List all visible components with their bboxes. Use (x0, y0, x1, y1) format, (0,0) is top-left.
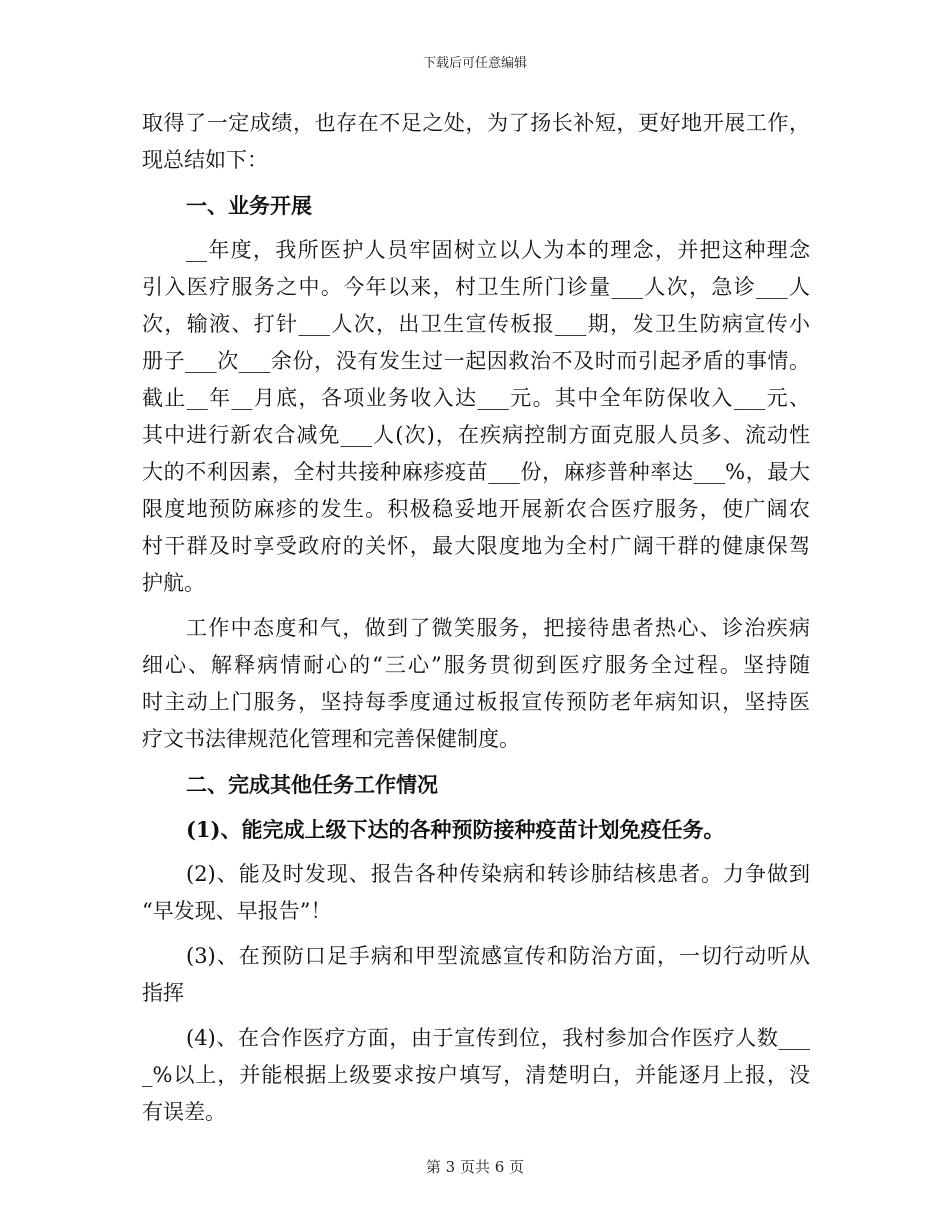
text-line: 工作中态度和气，做到了微笑服务，把接待患者热心、诊治疾病 (186, 616, 810, 640)
section-heading-1 (142, 187, 810, 224)
text-line: 其中进行新农合减免___人(次)，在疾病控制方面克服人员多、流动性 (142, 423, 810, 447)
page-header: 下载后可任意编辑 (422, 56, 527, 71)
text-line: 册子___次___余份，没有发生过一起因救治不及时而引起矛盾的事情。 (142, 349, 810, 373)
text-line: __年度，我所医护人员牢固树立以人为本的理念，并把这种理念 (186, 238, 810, 262)
text-line: 现总结如下： (142, 148, 268, 172)
text-line: 村干群及时享受政府的关怀，最大限度地为全村广阔干群的健康保驾 (142, 534, 810, 558)
text-line: 引入医疗服务之中。今年以来，村卫生所门诊量___人次，急诊___人 (142, 275, 810, 299)
document-body (142, 105, 810, 1131)
heading-text: 二、完成其他任务工作情况 (186, 772, 438, 797)
text-line: 次，输液、打针___人次，出卫生宣传板报___期，发卫生防病宣传小 (142, 312, 810, 336)
text-line: _%以上，并能根据上级要求按户填写，清楚明白，并能逐月上报，没 (142, 1063, 810, 1087)
text-line: 指挥 (142, 981, 184, 1005)
text-line: (1)、能完成上级下达的各种预防接种疫苗计划免疫任务。 (186, 817, 725, 842)
text-line: “早发现、早报告”！ (142, 899, 332, 923)
text-line: 疗文书法律规范化管理和完善保健制度。 (142, 727, 520, 751)
paragraph-intro (142, 105, 810, 179)
paragraph-attitude (142, 610, 810, 758)
list-item-3 (142, 938, 810, 1012)
text-line: 大的不利因素，全村共接种麻疹疫苗___份，麻疹普种率达___%，最大 (142, 460, 810, 484)
text-line: (3)、在预防口足手病和甲型流感宣传和防治方面，一切行动听从 (186, 944, 810, 968)
list-item-2 (142, 856, 810, 930)
paragraph-business (142, 232, 810, 602)
page-footer: 第 3 页共 6 页 (425, 1158, 525, 1176)
list-item-4 (142, 1020, 810, 1131)
heading-text: 一、业务开展 (186, 193, 312, 218)
text-line: 截止__年__月底，各项业务收入达___元。其中全年防保收入___元、 (142, 386, 810, 410)
text-line: (4)、在合作医疗方面，由于宣传到位，我村参加合作医疗人数___ (186, 1026, 810, 1050)
text-line: (2)、能及时发现、报告各种传染病和转诊肺结核患者。力争做到 (186, 862, 810, 886)
text-line: 时主动上门服务，坚持每季度通过板报宣传预防老年病知识，坚持医 (142, 690, 810, 714)
text-line: 取得了一定成绩，也存在不足之处，为了扬长补短，更好地开展工作， (142, 111, 810, 135)
section-heading-2 (142, 766, 810, 803)
text-line: 细心、解释病情耐心的“三心”服务贯彻到医疗服务全过程。坚持随 (142, 653, 810, 677)
text-line: 护航。 (142, 571, 205, 595)
text-line: 限度地预防麻疹的发生。积极稳妥地开展新农合医疗服务，使广阔农 (142, 497, 810, 521)
text-line: 有误差。 (142, 1100, 226, 1124)
list-item-1 (142, 811, 810, 848)
